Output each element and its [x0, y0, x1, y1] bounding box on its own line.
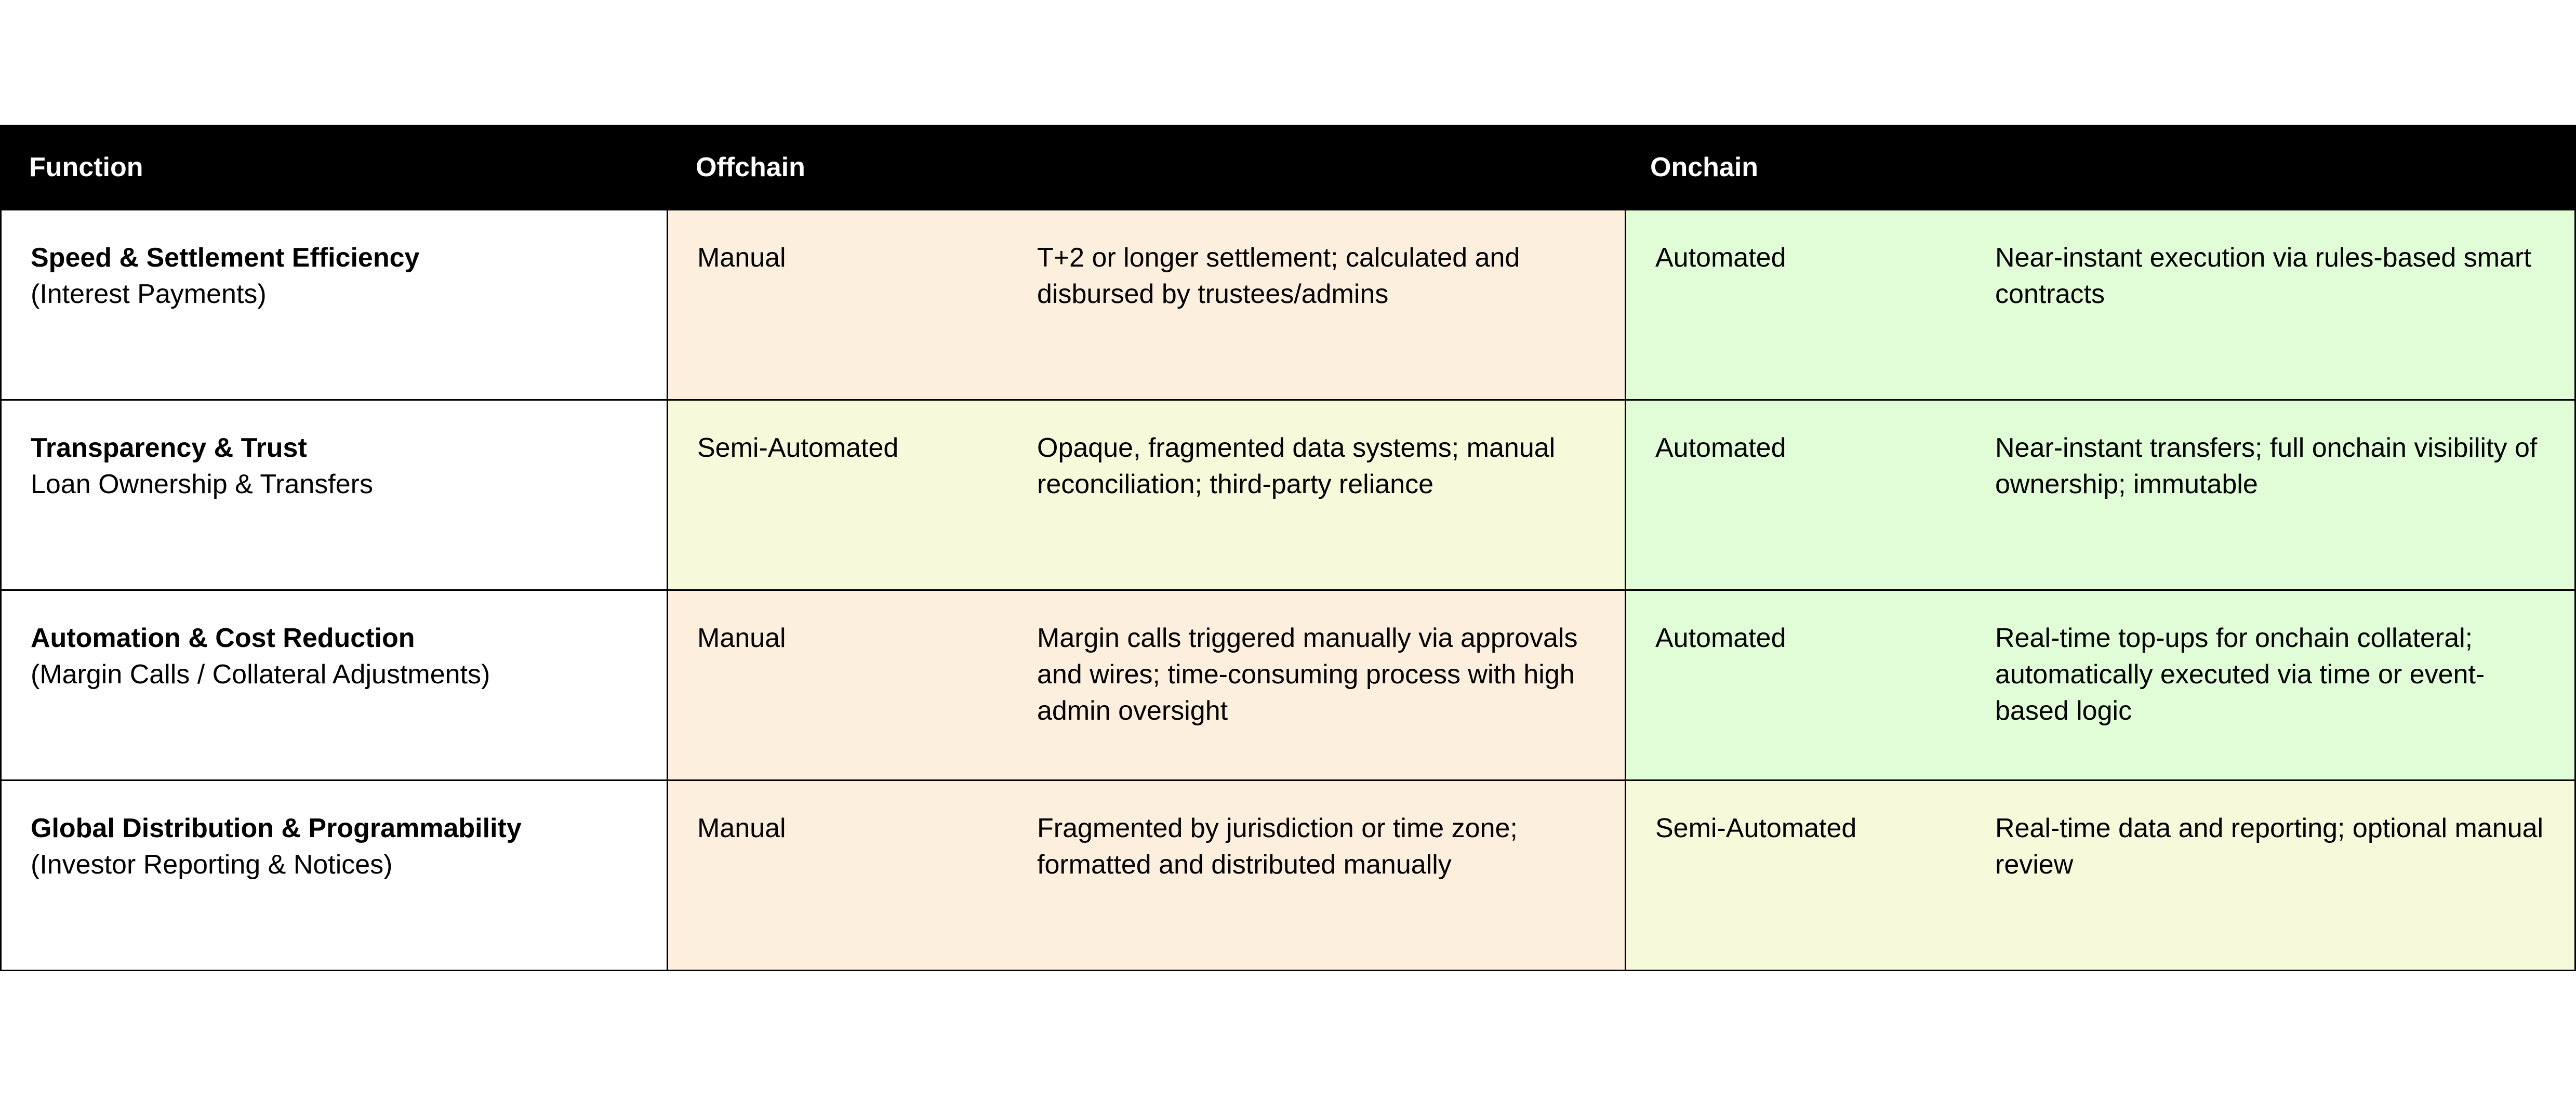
offchain-cell — [667, 401, 1625, 589]
function-cell — [0, 591, 667, 779]
onchain-status: Automated — [1655, 243, 1786, 273]
table-row — [0, 591, 2576, 781]
function-title: Transparency & Trust — [31, 433, 307, 463]
onchain-cell — [1625, 591, 2576, 779]
offchain-status: Manual — [697, 813, 786, 843]
offchain-description: Margin calls triggered manually via approvals and wires; time-consuming process with high admin oversight — [1037, 623, 1578, 726]
onchain-cell — [1625, 781, 2576, 970]
function-subtitle: (Interest Payments) — [31, 279, 267, 309]
function-cell — [0, 401, 667, 589]
onchain-cell — [1625, 210, 2576, 399]
offchain-cell — [667, 210, 1625, 399]
function-title: Automation & Cost Reduction — [31, 623, 415, 653]
onchain-description: Near-instant transfers; full onchain visibility of ownership; immutable — [1995, 433, 2538, 499]
function-subtitle: (Margin Calls / Collateral Adjustments) — [31, 659, 490, 690]
offchain-cell — [667, 781, 1625, 970]
function-subtitle: Loan Ownership & Transfers — [31, 469, 373, 499]
offchain-description: Opaque, fragmented data systems; manual reconciliation; third-party reliance — [1037, 433, 1556, 499]
function-cell — [0, 781, 667, 970]
function-subtitle: (Investor Reporting & Notices) — [31, 850, 393, 880]
offchain-status: Manual — [697, 623, 786, 653]
table-header — [0, 125, 2576, 210]
onchain-status: Semi-Automated — [1655, 813, 1857, 843]
function-title: Global Distribution & Programmability — [31, 813, 522, 843]
onchain-description: Near-instant execution via rules-based smart contracts — [1995, 243, 2531, 309]
onchain-cell — [1625, 401, 2576, 589]
offchain-status: Semi-Automated — [697, 433, 899, 463]
onchain-status: Automated — [1655, 433, 1786, 463]
header-offchain: Offchain — [696, 152, 805, 182]
offchain-description: T+2 or longer settlement; calculated and disbursed by trustees/admins — [1037, 243, 1520, 309]
comparison-table — [0, 125, 2576, 971]
onchain-status: Automated — [1655, 623, 1786, 653]
function-cell — [0, 210, 667, 399]
offchain-cell — [667, 591, 1625, 779]
offchain-status: Manual — [697, 243, 786, 273]
onchain-description: Real-time data and reporting; optional manual review — [1995, 813, 2544, 880]
header-function: Function — [29, 152, 143, 182]
function-title: Speed & Settlement Efficiency — [31, 243, 420, 273]
onchain-description: Real-time top-ups for onchain collateral; automatically executed via time or event-based logic — [1995, 623, 2485, 726]
table-row — [0, 401, 2576, 591]
header-onchain: Onchain — [1650, 152, 1759, 182]
table-row — [0, 210, 2576, 401]
table-row — [0, 781, 2576, 971]
offchain-description: Fragmented by jurisdiction or time zone; formatted and distributed manually — [1037, 813, 1518, 880]
